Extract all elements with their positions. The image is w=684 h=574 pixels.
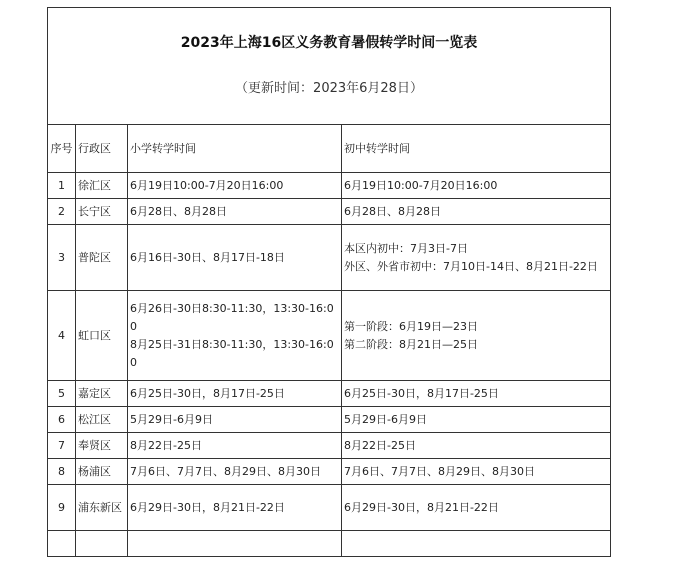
middle-line: 5月29日-6月9日 bbox=[344, 412, 427, 426]
primary-line: 7月6日、7月7日、8月29日、8月30日 bbox=[130, 464, 321, 478]
middle-line: 第一阶段：6月19日—23日 bbox=[344, 319, 478, 333]
row-primary bbox=[128, 173, 342, 199]
middle-line: 7月6日、7月7日、8月29日、8月30日 bbox=[344, 464, 535, 478]
row-district: 普陀区 bbox=[76, 225, 128, 291]
row-middle bbox=[342, 485, 611, 531]
table-row bbox=[48, 291, 611, 381]
update-time: （更新时间：2023年6月28日） bbox=[235, 81, 423, 96]
primary-line: 6月25日-30日，8月17日-25日 bbox=[130, 386, 285, 400]
row-index: 5 bbox=[48, 381, 76, 407]
row-primary bbox=[128, 407, 342, 433]
middle-line: 外区、外省市初中：7月10日-14日、8月21日-22日 bbox=[344, 259, 598, 273]
primary-line: 6月19日10:00-7月20日16:00 bbox=[130, 178, 284, 192]
row-district: 嘉定区 bbox=[76, 381, 128, 407]
primary-line: 6月26日-30日8:30-11:30，13:30-16:00 bbox=[130, 301, 334, 333]
row-middle bbox=[342, 459, 611, 485]
header-district: 行政区 bbox=[76, 125, 128, 173]
empty-cell bbox=[76, 531, 128, 557]
empty-cell bbox=[128, 531, 342, 557]
middle-line: 本区内初中：7月3日-7日 bbox=[344, 241, 468, 255]
row-index: 2 bbox=[48, 199, 76, 225]
row-primary bbox=[128, 485, 342, 531]
row-primary bbox=[128, 199, 342, 225]
table-row bbox=[48, 459, 611, 485]
middle-line: 6月19日10:00-7月20日16:00 bbox=[344, 178, 498, 192]
middle-line: 6月28日、8月28日 bbox=[344, 204, 441, 218]
row-district: 虹口区 bbox=[76, 291, 128, 381]
row-primary bbox=[128, 291, 342, 381]
row-district: 奉贤区 bbox=[76, 433, 128, 459]
empty-row bbox=[48, 531, 611, 557]
primary-line: 5月29日-6月9日 bbox=[130, 412, 213, 426]
middle-line: 6月25日-30日，8月17日-25日 bbox=[344, 386, 499, 400]
row-primary bbox=[128, 381, 342, 407]
primary-line: 8月22日-25日 bbox=[130, 438, 202, 452]
row-index: 7 bbox=[48, 433, 76, 459]
title-cell bbox=[48, 8, 611, 125]
middle-line: 第二阶段：8月21日—25日 bbox=[344, 337, 478, 351]
middle-line: 8月22日-25日 bbox=[344, 438, 416, 452]
table-row bbox=[48, 485, 611, 531]
empty-cell bbox=[342, 531, 611, 557]
row-primary bbox=[128, 225, 342, 291]
row-index: 3 bbox=[48, 225, 76, 291]
primary-line: 6月16日-30日、8月17日-18日 bbox=[130, 250, 285, 264]
document-title: 2023年上海16区义务教育暑假转学时间一览表 bbox=[180, 35, 478, 51]
row-district: 浦东新区 bbox=[76, 485, 128, 531]
primary-line: 6月29日-30日，8月21日-22日 bbox=[130, 500, 285, 514]
transfer-schedule-table bbox=[47, 7, 611, 557]
table-row bbox=[48, 225, 611, 291]
row-middle bbox=[342, 433, 611, 459]
header-middle: 初中转学时间 bbox=[342, 125, 611, 173]
table-row bbox=[48, 199, 611, 225]
row-district: 松江区 bbox=[76, 407, 128, 433]
title-row bbox=[48, 8, 611, 125]
header-primary: 小学转学时间 bbox=[128, 125, 342, 173]
primary-line: 6月28日、8月28日 bbox=[130, 204, 227, 218]
row-index: 6 bbox=[48, 407, 76, 433]
row-middle bbox=[342, 173, 611, 199]
row-middle bbox=[342, 291, 611, 381]
middle-line: 6月29日-30日，8月21日-22日 bbox=[344, 500, 499, 514]
row-index: 8 bbox=[48, 459, 76, 485]
table-row bbox=[48, 381, 611, 407]
row-district: 杨浦区 bbox=[76, 459, 128, 485]
table-row bbox=[48, 407, 611, 433]
header-row bbox=[48, 125, 611, 173]
row-index: 4 bbox=[48, 291, 76, 381]
header-index: 序号 bbox=[48, 125, 76, 173]
row-middle bbox=[342, 381, 611, 407]
row-district: 徐汇区 bbox=[76, 173, 128, 199]
row-district: 长宁区 bbox=[76, 199, 128, 225]
empty-cell bbox=[48, 531, 76, 557]
table-row bbox=[48, 433, 611, 459]
table-row bbox=[48, 173, 611, 199]
row-primary bbox=[128, 433, 342, 459]
row-index: 9 bbox=[48, 485, 76, 531]
row-index: 1 bbox=[48, 173, 76, 199]
row-primary bbox=[128, 459, 342, 485]
row-middle bbox=[342, 407, 611, 433]
row-middle bbox=[342, 199, 611, 225]
row-middle bbox=[342, 225, 611, 291]
primary-line: 8月25日-31日8:30-11:30，13:30-16:00 bbox=[130, 337, 334, 369]
